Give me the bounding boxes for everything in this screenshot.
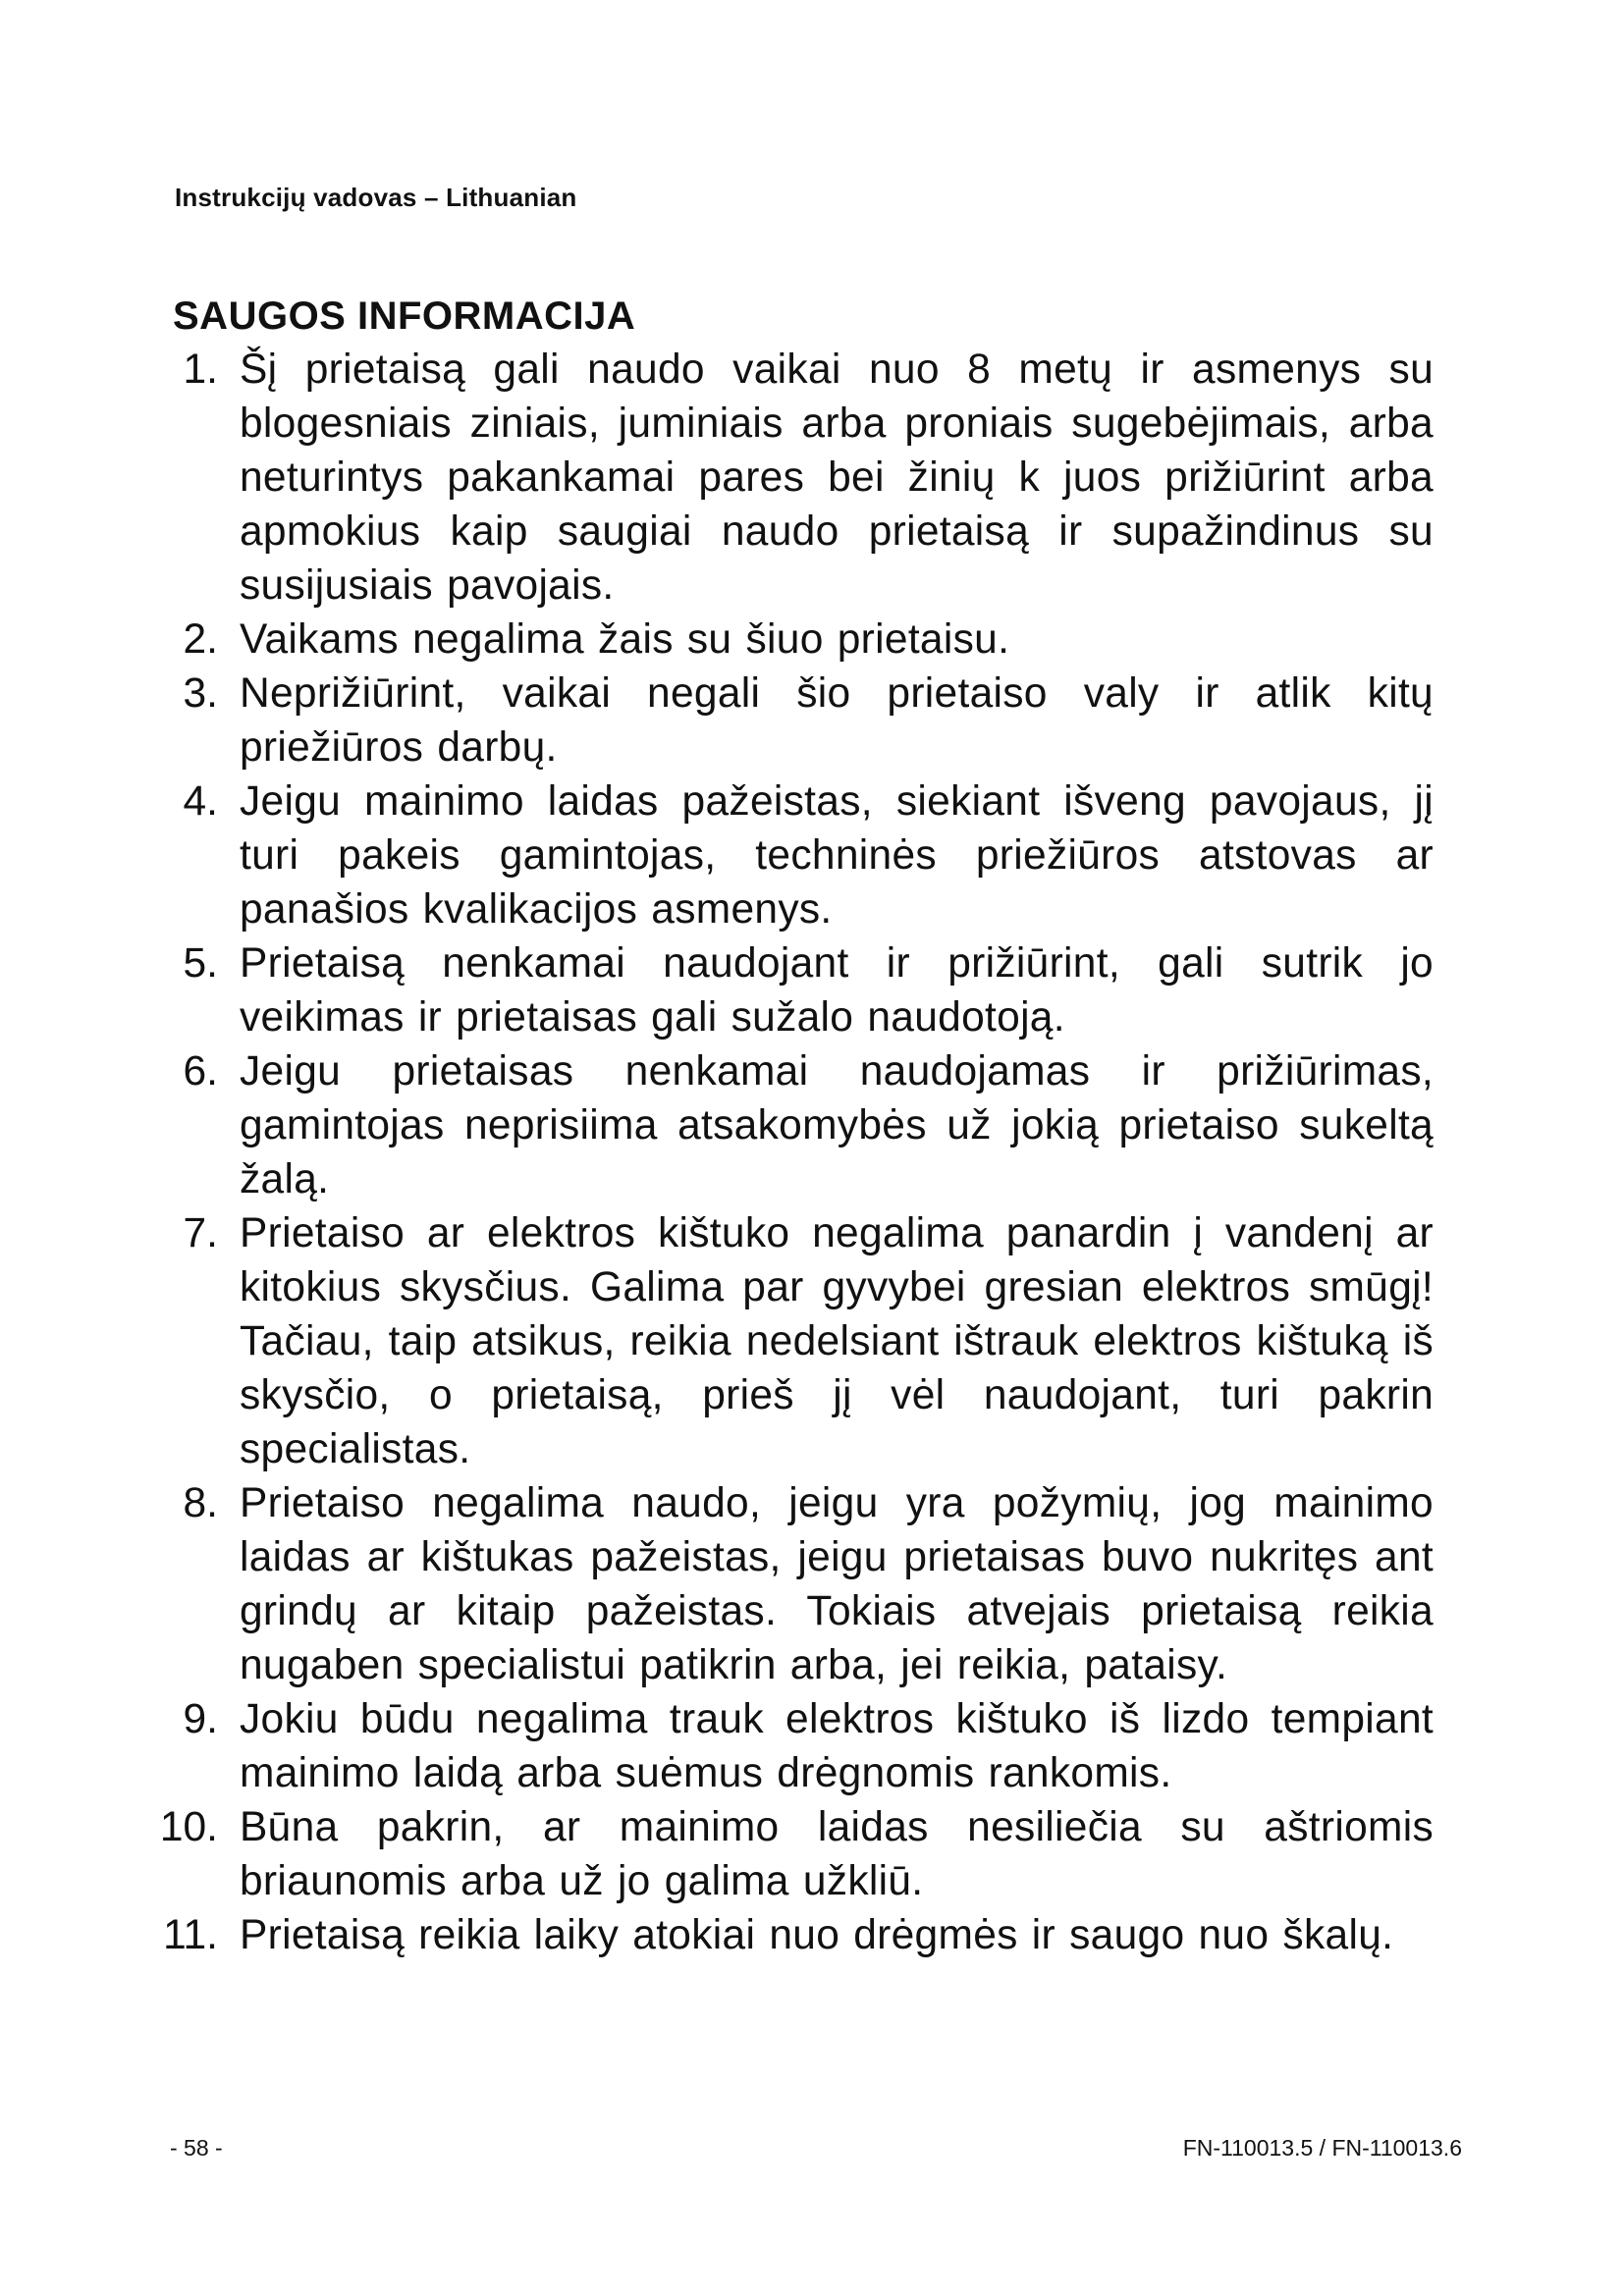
list-item-text: Prietaisą nenkamai naudojant ir prižiūrint, gali sutrik jo veikimas ir prietaisas gali sužalo naudotoją. — [240, 940, 1434, 1041]
list-item — [118, 1044, 1434, 1206]
list-item-number: 9. — [183, 1696, 218, 1742]
list-item-text: Šį prietaisą gali naudo vaikai nuo 8 metų ir asmenys su blogesniais ziniais, juminiais arba proniais sugebėjimais, arba neturintys pakankamai pares bei žinių k juos prižiūrint arba apmokius kaip saugiai naudo prietaisą ir supažindinus su susijusiais pavojais. — [240, 347, 1434, 609]
list-item-number: 10. — [159, 1804, 218, 1850]
list-item — [118, 1476, 1434, 1692]
page-number: - 58 - — [170, 2135, 223, 2161]
safety-list — [118, 343, 1434, 1962]
list-item-text: Jeigu prietaisas nenkamai naudojamas ir prižiūrimas, gamintojas neprisiima atsakomybės už jokią prietaiso sukeltą žalą. — [240, 1048, 1434, 1202]
list-item — [118, 1692, 1434, 1800]
list-item-text: Jeigu mainimo laidas pažeistas, siekiant išveng pavojaus, jį turi pakeis gamintojas, techninės priežiūros atstovas ar panašios kvalikacijos asmenys. — [240, 778, 1434, 933]
list-item-number: 3. — [183, 670, 218, 717]
list-item-text: Prietaiso negalima naudo, jeigu yra požymių, jog mainimo laidas ar kištukas pažeistas, jeigu prietaisas buvo nukritęs ant grindų ar kitaip pažeistas. Tokiais atvejais prietaisą reikia nugaben specialistui patikrin arba, jei reikia, pataisy. — [240, 1480, 1434, 1688]
list-item-text: Būna pakrin, ar mainimo laidas nesiliečia su aštriomis briaunomis arba už jo galima užkliū. — [240, 1804, 1434, 1904]
list-item-text: Prietaisą reikia laiky atokiai nuo drėgmės ir saugo nuo škalų. — [240, 1912, 1394, 1958]
model-number: FN-110013.5 / FN-110013.6 — [1182, 2135, 1462, 2161]
list-item — [118, 1908, 1434, 1962]
list-item-text: Neprižiūrint, vaikai negali šio prietaiso valy ir atlik kitų priežiūros darbų. — [240, 670, 1434, 771]
list-item — [118, 936, 1434, 1044]
list-item-text: Jokiu būdu negalima trauk elektros kištuko iš lizdo tempiant mainimo laidą arba suėmus drėgnomis rankomis. — [240, 1696, 1434, 1796]
list-item — [118, 1800, 1434, 1908]
list-item — [118, 1206, 1434, 1476]
document-header: Instrukcijų vadovas – Lithuanian — [175, 183, 577, 212]
list-item-number: 5. — [183, 940, 218, 987]
list-item-text: Vaikams negalima žais su šiuo prietaisu. — [240, 616, 1010, 663]
section-title: SAUGOS INFORMACIJA — [173, 294, 636, 338]
list-item-number: 2. — [183, 616, 218, 663]
list-item — [118, 667, 1434, 774]
list-item — [118, 613, 1434, 667]
list-item — [118, 343, 1434, 613]
list-item-number: 7. — [183, 1210, 218, 1256]
list-item-number: 8. — [183, 1480, 218, 1526]
list-item — [118, 774, 1434, 936]
list-item-number: 4. — [183, 778, 218, 825]
list-item-number: 11. — [163, 1912, 218, 1958]
list-item-number: 6. — [183, 1048, 218, 1095]
list-item-text: Prietaiso ar elektros kištuko negalima panardin į vandenį ar kitokius skysčius. Galima par gyvybei gresian elektros smūgį! Tačiau, taip atsikus, reikia nedelsiant ištrauk elektros kištuką iš skysčio, o prietaisą, prieš jį vėl naudojant, turi pakrin specialistas. — [240, 1210, 1434, 1472]
list-item-number: 1. — [183, 347, 218, 393]
